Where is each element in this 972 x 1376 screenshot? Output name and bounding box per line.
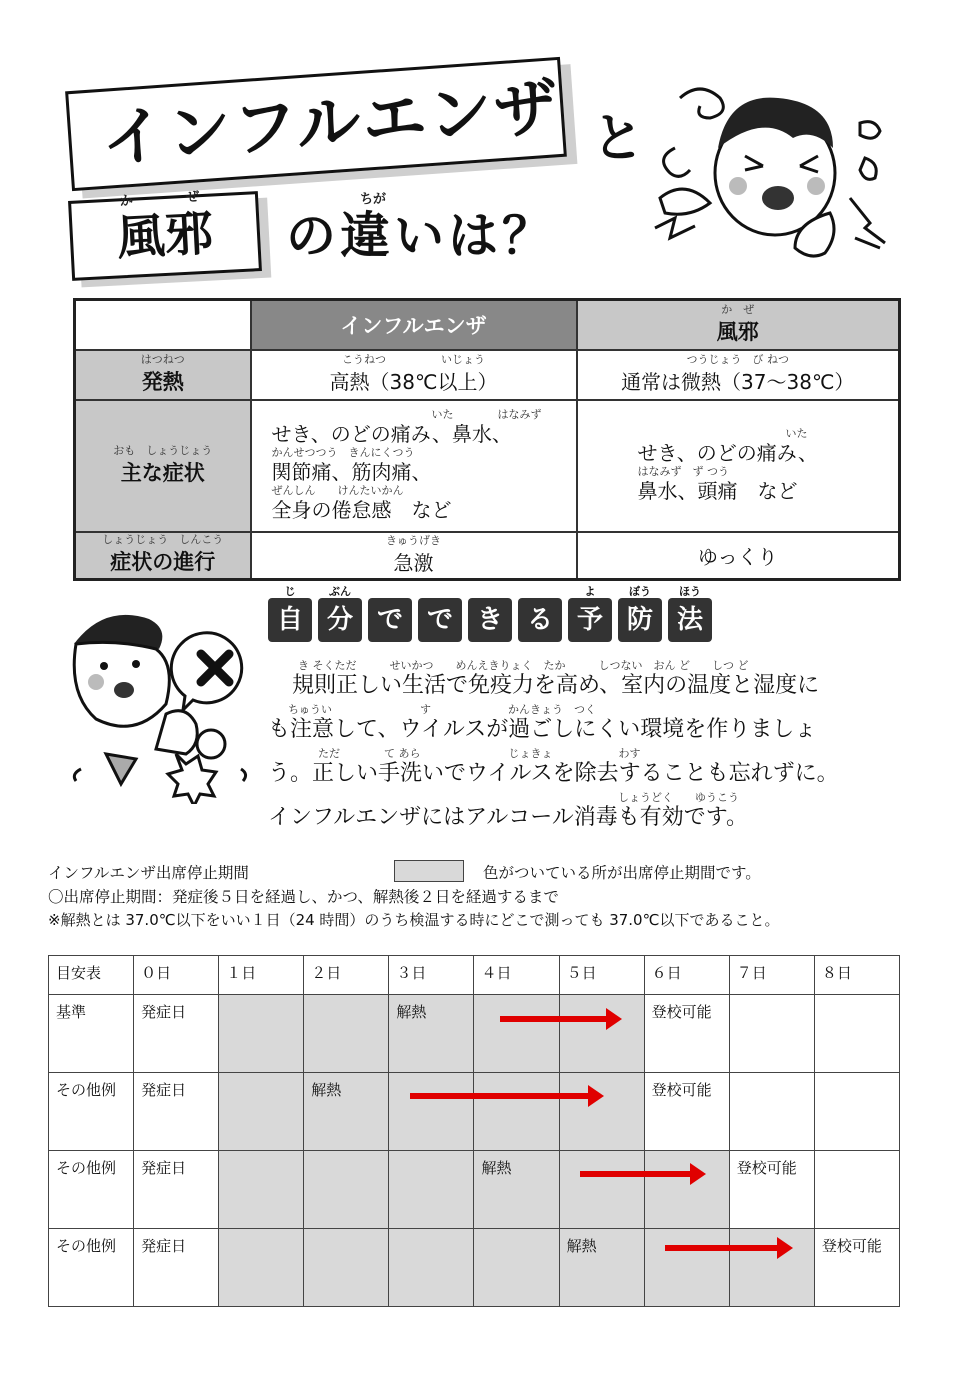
cell: 発症日 [134,1073,219,1151]
title-box-kaze [68,191,262,281]
header-cell: ０日 [134,956,219,995]
cell [729,1073,814,1151]
sym-cold-ruby-2: はなみず ず つう [637,464,729,478]
cell [644,1151,729,1229]
cell [389,1073,474,1151]
cell: 発症日 [134,995,219,1073]
table-corner [75,300,251,350]
cell: 解熱 [389,995,474,1073]
cell [219,995,304,1073]
tile-char-7: 防 [626,605,653,635]
ruby-chigai: ちが [360,192,387,207]
prev-ruby-0: き そくただ せいかつ めんえきりょく たか しつない おん ど しつ ど [298,659,749,672]
header-cell: １日 [219,956,304,995]
header-cell: ４日 [474,956,559,995]
cell-progress-cold [577,532,900,580]
sym-inf-line-1: せき、のどの痛み、鼻水、 [271,421,512,446]
title-kaze: 風邪 [115,205,215,267]
cell: 登校可能 [644,995,729,1073]
cell [474,995,559,1073]
cell: 発症日 [134,1229,219,1307]
sym-inf-ruby-3: ぜんしん けんたいかん [271,483,404,497]
fever-label-ruby: はつねつ [140,352,185,366]
handwashing-child-illustration [66,604,256,804]
tile-char-8: 法 [676,605,703,635]
title-influenza: インフルエンザ [99,71,563,177]
header-cell: ６日 [644,956,729,995]
cell [814,1151,899,1229]
schedule-row [49,1229,900,1307]
fever-cold-ruby: つうじょう び ねつ [686,353,789,366]
fever-influenza-text: 高熱（38℃以上） [329,370,498,394]
tile-ruby-0: じ [284,585,296,598]
progress-cold-text: ゆっくり [697,544,778,569]
schedule-row [49,1073,900,1151]
cell-symptoms-cold [577,400,900,532]
arrow-row-2 [410,1093,590,1099]
attendance-rule: 〇出席停止期間：発症後５日を経過し、かつ、解熱後２日を経過するまで [48,888,559,906]
cell-fever-influenza [251,350,577,400]
tile-5 [518,598,562,642]
prev-line-2: う。正しい手洗いでウイルスを除去することも忘れずに。 [268,761,839,786]
cell: その他例 [49,1229,134,1307]
tile-ruby-7: ぼう [629,585,651,598]
cell [474,1073,559,1151]
header-cell: ７日 [729,956,814,995]
schedule-table [48,955,900,1307]
cell [389,1229,474,1307]
tile-char-4: き [476,605,503,635]
progress-influenza-text: 急激 [393,550,434,575]
fever-influenza-ruby: こうねつ いじょう [342,353,485,366]
sym-cold-line-2: 鼻水、頭痛 など [637,478,798,503]
cell [474,1229,559,1307]
schedule-row [49,995,900,1073]
tile-char-2: で [376,605,403,635]
tile-4 [468,598,512,642]
arrow-row-1 [500,1016,608,1022]
tile-char-0: 自 [276,605,303,635]
sym-cold-line-1: せき、のどの痛み、 [637,440,818,465]
schedule-header-row [49,956,900,995]
comparison-table [73,298,901,581]
header-cold [577,300,900,350]
ruby-ka: か [120,194,134,209]
sym-inf-ruby-1: いた はなみず [431,407,542,421]
symptoms-label: 主な症状 [120,460,205,485]
cell [644,1229,729,1307]
tile-6 [568,585,612,642]
tile-8 [668,585,712,642]
cell-fever-cold [577,350,900,400]
cell: 登校可能 [644,1073,729,1151]
ruby-ze: ぜ [186,190,200,205]
cell: 解熱 [474,1151,559,1229]
prev-ruby-3: しょうどく ゆうこう [618,791,739,804]
header-influenza-label: インフルエンザ [340,313,487,338]
tile-2 [368,598,412,642]
header-cell: ３日 [389,956,474,995]
sym-inf-line-2: 関節痛、筋肉痛、 [271,459,432,484]
fever-cold-text: 通常は微熱（37〜38℃） [621,370,855,394]
cell [814,1073,899,1151]
tile-ruby-8: ほう [679,585,701,598]
tile-1 [318,585,362,642]
prevention-text [268,660,918,832]
tile-ruby-6: よ [584,585,596,598]
header-cell: ５日 [559,956,644,995]
tile-char-5: る [526,605,553,635]
prev-line-3: インフルエンザにはアルコール消毒も有効です。 [268,805,749,830]
title-to: と [592,109,645,169]
legend-swatch [394,860,464,882]
cell: 登校可能 [729,1151,814,1229]
progress-label-ruby: しょうじょう しんこう [102,533,224,547]
prev-line-1: も注意して、ウイルスが過ごしにくい環境を作りましょ [268,717,817,742]
prev-ruby-1: ちゅうい す かんきょう つく [288,703,596,716]
cell-symptoms-influenza [251,400,577,532]
sym-inf-ruby-2: かんせつつう きんにくつう [271,445,415,459]
cell [219,1151,304,1229]
cell [729,1229,814,1307]
header-cell: 目安表 [49,956,134,995]
cell [814,995,899,1073]
header-influenza [251,300,577,350]
attendance-note: ※解熱とは 37.0℃以下をいい１日（24 時間）のうち検温する時にどこで測っても 37.0℃以下であること。 [48,911,780,929]
attendance-title: インフルエンザ出席停止期間 [48,864,249,882]
cell [304,1229,389,1307]
arrow-row-3 [580,1171,692,1177]
cell: 解熱 [559,1229,644,1307]
header-cell: ２日 [304,956,389,995]
header-cold-label: 風邪 [716,319,759,344]
tile-char-1: 分 [326,605,353,635]
cell: 解熱 [304,1073,389,1151]
cell: 発症日 [134,1151,219,1229]
symptoms-label-ruby: おも しょうじょう [113,443,213,457]
schedule-row [49,1151,900,1229]
progress-influenza-ruby: きゅうげき [386,533,441,547]
fever-label: 発熱 [141,369,184,394]
tile-3 [418,598,462,642]
title-box-influenza [65,57,567,191]
cell-progress-influenza [251,532,577,580]
cell [559,995,644,1073]
sick-child-illustration [650,78,900,268]
cell [219,1073,304,1151]
tile-ruby-1: ぶん [329,585,351,598]
cell [389,1151,474,1229]
tile-char-6: 予 [576,605,603,635]
header-cell: ８日 [814,956,899,995]
header-cold-ruby: か ぜ [721,302,755,316]
sym-cold-ruby-1: いた [785,426,808,440]
row-label-symptoms [75,400,251,532]
tile-0 [268,585,312,642]
row-label-fever [75,350,251,400]
progress-label: 症状の進行 [110,550,216,575]
title-no-chigai: の違いは？ [286,207,556,265]
cell: 基準 [49,995,134,1073]
cell: その他例 [49,1073,134,1151]
cell [304,1151,389,1229]
prev-ruby-2: ただ て あら じょきょ わす [318,747,641,760]
row-label-progress [75,532,251,580]
cell [219,1229,304,1307]
tile-char-3: で [426,605,453,635]
cell: その他例 [49,1151,134,1229]
arrow-row-4 [665,1245,779,1251]
cell [304,995,389,1073]
cell: 登校可能 [814,1229,899,1307]
cell [559,1151,644,1229]
sym-inf-line-3: 全身の倦怠感 など [271,497,452,522]
prevention-title-tiles [268,585,712,642]
tile-7 [618,585,662,642]
prev-line-0: 規則正しい生活で免疫力を高め、室内の温度と湿度に [292,673,820,698]
cell [729,995,814,1073]
legend-text: 色がついている所が出席停止期間です。 [483,864,761,882]
